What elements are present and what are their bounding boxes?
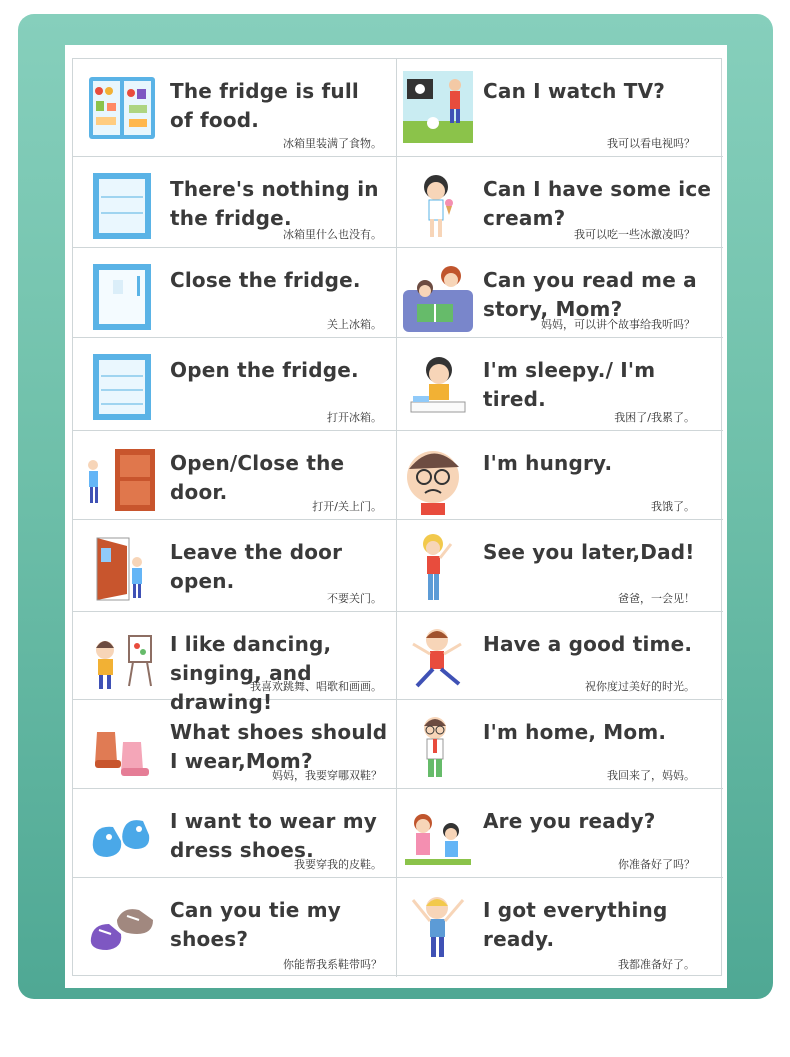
phrase-card: [397, 157, 723, 248]
english-phrase: Open the fridge.: [170, 358, 359, 382]
open-door-icon: [87, 532, 157, 604]
english-phrase: See you later,Dad!: [483, 540, 695, 564]
english-phrase: I like dancing, singing, and drawing!: [170, 632, 332, 714]
chinese-translation: 我回来了，妈妈。: [607, 769, 695, 782]
chinese-translation: 你准备好了吗？: [618, 858, 695, 871]
phrase-card: [73, 700, 397, 789]
phrase-card: [73, 248, 397, 338]
english-phrase: Can you read me a story, Mom?: [483, 268, 697, 321]
chinese-translation: 我喜欢跳舞、唱歌和画画。: [250, 680, 382, 693]
chinese-translation: 冰箱里装满了食物。: [283, 137, 382, 150]
phrase-card: [397, 612, 723, 700]
boy-home-icon: [403, 712, 473, 784]
dress-shoes-icon: [87, 801, 157, 873]
english-phrase: The fridge is full of food.: [170, 79, 359, 132]
cheering-boy-icon: [403, 890, 473, 962]
english-phrase: I got everything ready.: [483, 898, 668, 951]
english-phrase: What shoes should I wear,Mom?: [170, 720, 388, 773]
chinese-translation: 妈妈，可以讲个故事给我听吗？: [541, 318, 695, 331]
chinese-translation: 我都准备好了。: [618, 958, 695, 971]
english-phrase: I'm home, Mom.: [483, 720, 667, 744]
phrase-card-grid: [72, 58, 722, 976]
girl-ice-cream-icon: [403, 169, 473, 241]
full-fridge-icon: [87, 71, 157, 143]
hungry-boy-icon: [403, 443, 473, 515]
phrase-card: [397, 700, 723, 789]
chinese-translation: 我困了/我累了。: [614, 411, 695, 424]
chinese-translation: 不要关门。: [327, 592, 382, 605]
phrase-card: [73, 789, 397, 878]
phrase-card: [73, 338, 397, 431]
english-phrase: Are you ready?: [483, 809, 656, 833]
english-phrase: Leave the door open.: [170, 540, 343, 593]
chinese-translation: 我要穿我的皮鞋。: [294, 858, 382, 871]
chinese-translation: 我可以吃一些冰激凌吗？: [574, 228, 695, 241]
mom-reading-icon: [403, 260, 473, 332]
phrase-card: [73, 520, 397, 612]
kids-ready-icon: [403, 801, 473, 873]
english-phrase: I'm sleepy./ I'm tired.: [483, 358, 656, 411]
phrase-card: [397, 789, 723, 878]
waving-girl-icon: [403, 532, 473, 604]
english-phrase: There's nothing in the fridge.: [170, 177, 379, 230]
phrase-card: [73, 157, 397, 248]
boots-icon: [87, 712, 157, 784]
phrase-card: [73, 878, 397, 977]
chinese-translation: 关上冰箱。: [327, 318, 382, 331]
english-phrase: Open/Close the door.: [170, 451, 345, 504]
painter-boy-icon: [87, 624, 157, 696]
phrase-card: [397, 431, 723, 520]
english-phrase: Can I watch TV?: [483, 79, 666, 103]
watching-tv-icon: [403, 71, 473, 143]
phrase-card: [397, 248, 723, 338]
chinese-translation: 打开/关上门。: [312, 500, 382, 513]
chinese-translation: 冰箱里什么也没有。: [283, 228, 382, 241]
empty-fridge-icon: [87, 169, 157, 241]
phrase-card: [73, 612, 397, 714]
phrase-card: [397, 338, 723, 431]
phrase-card: [73, 59, 397, 157]
chinese-translation: 我饿了。: [651, 500, 695, 513]
english-phrase: I'm hungry.: [483, 451, 613, 475]
open-fridge-icon: [87, 350, 157, 422]
chinese-translation: 你能帮我系鞋带吗？: [283, 958, 382, 971]
door-icon: [87, 443, 157, 515]
english-phrase: Can I have some ice cream?: [483, 177, 712, 230]
english-phrase: Can you tie my shoes?: [170, 898, 341, 951]
phrase-card: [397, 878, 723, 977]
english-phrase: Have a good time.: [483, 632, 693, 656]
phrase-card: [73, 431, 397, 520]
chinese-translation: 打开冰箱。: [327, 411, 382, 424]
phrase-card: [397, 520, 723, 612]
jumping-boy-icon: [403, 624, 473, 696]
closed-fridge-icon: [87, 260, 157, 332]
chinese-translation: 我可以看电视吗？: [607, 137, 695, 150]
english-phrase: Close the fridge.: [170, 268, 361, 292]
english-phrase: I want to wear my dress shoes.: [170, 809, 378, 862]
phrase-card: [397, 59, 723, 157]
sneakers-icon: [87, 890, 157, 962]
sleepy-girl-icon: [403, 350, 473, 422]
chinese-translation: 爸爸，一会见！: [618, 592, 695, 605]
chinese-translation: 祝你度过美好的时光。: [585, 680, 695, 693]
chinese-translation: 妈妈，我要穿哪双鞋？: [272, 769, 382, 782]
